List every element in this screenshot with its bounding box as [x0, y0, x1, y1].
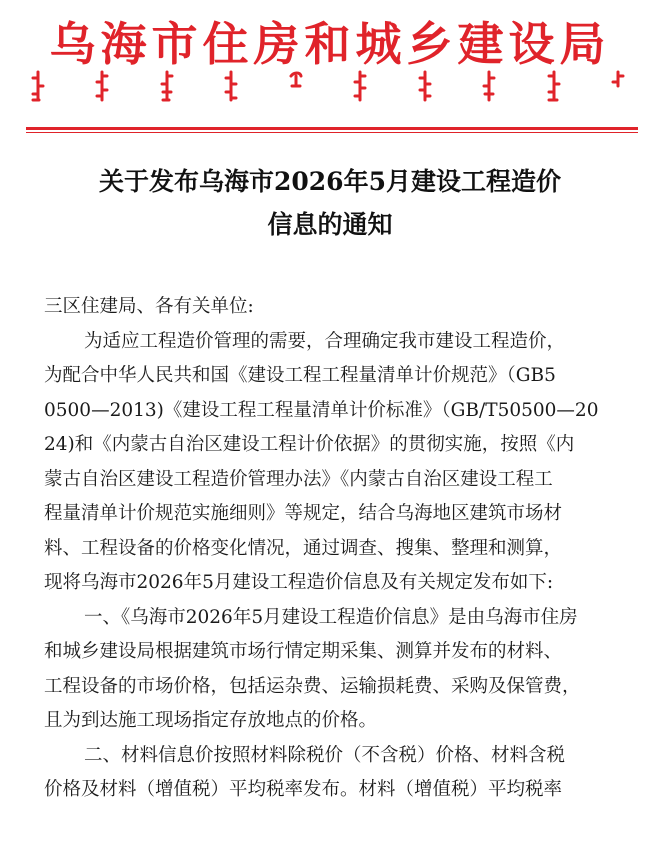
title-line-1: 关于发布乌海市2026年5月建设工程造价 — [99, 167, 561, 196]
paragraph-1-line: 24)和《内蒙古自治区建设工程计价依据》的贯彻实施，按照《内 — [44, 434, 575, 455]
mongolian-glyph — [352, 70, 368, 104]
mongolian-glyph — [94, 70, 110, 104]
paragraph-1-line: 程量清单计价规范实施细则》等规定，结合乌海地区建筑市场材 — [44, 503, 563, 524]
letterhead-divider-thin — [26, 132, 638, 133]
mongolian-glyph — [610, 70, 626, 90]
paragraph-1-line: 0500—2013)《建设工程工程量清单计价标准》（GB/T50500—20 — [44, 399, 599, 421]
paragraph-2-line: 一、《乌海市2026年5月建设工程造价信息》是由乌海市住房 — [84, 606, 578, 628]
paragraph-1-line: 料、工程设备的价格变化情况，通过调查、搜集、整理和测算， — [44, 537, 563, 559]
mongolian-glyph — [159, 70, 175, 104]
mongolian-script-name — [30, 70, 626, 112]
paragraph-2-line: 工程设备的市场价格，包括运杂费、运输损耗费、采购及保管费， — [44, 675, 581, 697]
paragraph-3-line: 价格及材料（增值税）平均税率发布。材料（增值税）平均税率 — [44, 779, 563, 800]
paragraph-2-line: 和城乡建设局根据建筑市场行情定期采集、测算并发布的材料、 — [44, 641, 563, 662]
mongolian-glyph — [481, 70, 497, 104]
organization-name: 乌海市住房和城乡建设局 — [49, 17, 611, 71]
mongolian-glyph — [288, 70, 304, 90]
mongolian-glyph — [30, 70, 46, 104]
mongolian-glyph — [546, 70, 562, 104]
paragraph-3-line: 二、材料信息价按照材料除税价（不含税）价格、材料含税 — [84, 744, 566, 766]
mongolian-glyph — [223, 70, 239, 104]
letterhead-divider-thick — [26, 127, 638, 130]
paragraph-1-line: 为适应工程造价管理的需要，合理确定我市建设工程造价， — [84, 330, 566, 352]
document-body — [44, 290, 636, 808]
letterhead — [0, 0, 651, 140]
paragraph-1-line: 现将乌海市2026年5月建设工程造价信息及有关规定发布如下: — [44, 572, 554, 593]
paragraph-2-line: 且为到达施工现场指定存放地点的价格。 — [44, 710, 378, 731]
title-line-2: 信息的通知 — [267, 210, 393, 239]
paragraph-1-line: 为配合中华人民共和国《建设工程工程量清单计价规范》（GB5 — [44, 365, 556, 386]
document-title — [40, 160, 620, 246]
salutation: 三区住建局、各有关单位: — [44, 296, 254, 317]
mongolian-glyph — [417, 70, 433, 104]
paragraph-1-line: 蒙古自治区建设工程造价管理办法》《内蒙古自治区建设工程工 — [44, 468, 553, 490]
